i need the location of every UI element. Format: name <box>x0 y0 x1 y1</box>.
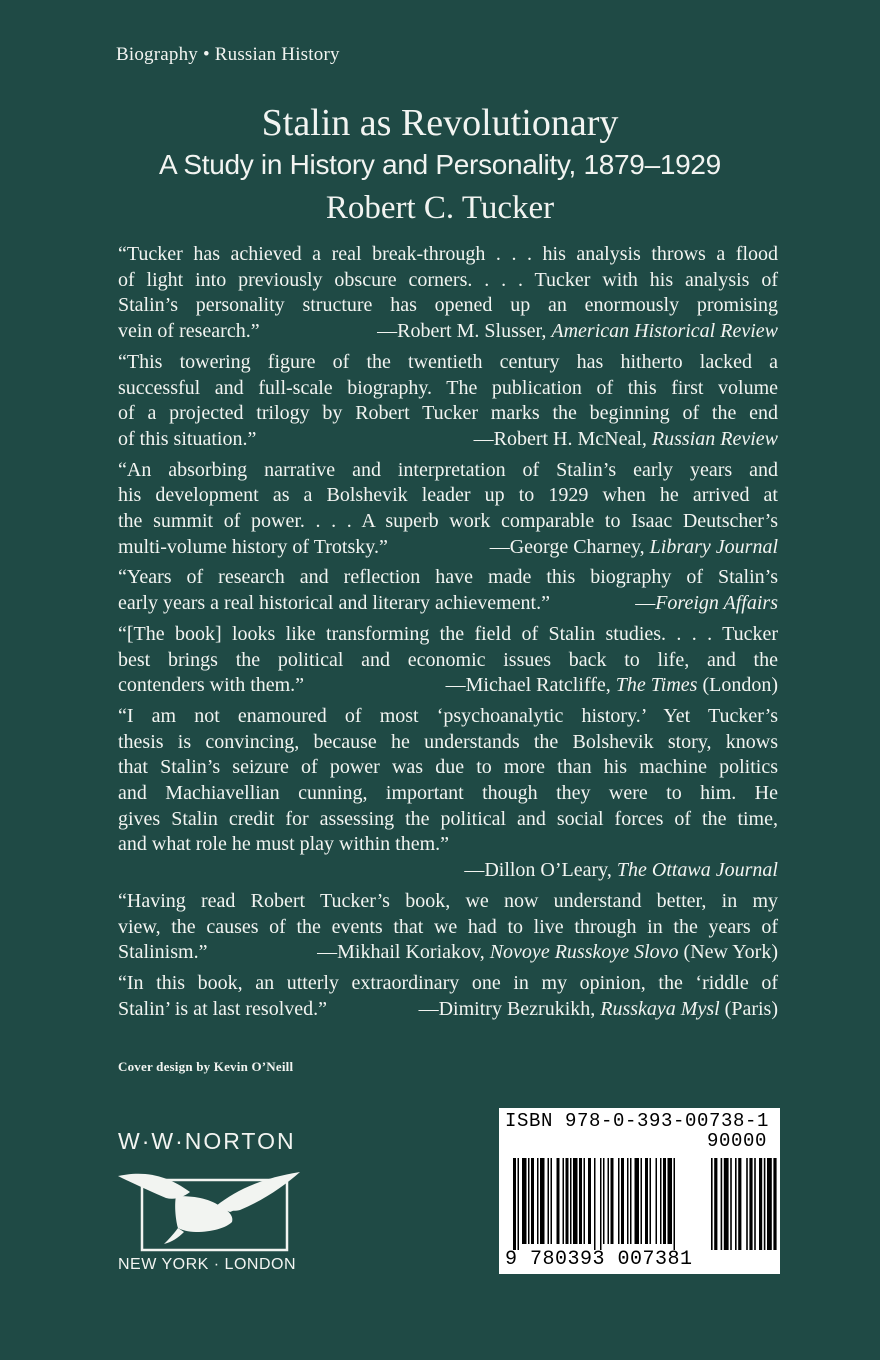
quote-last-line <box>118 535 778 561</box>
quote-attribution <box>635 591 778 617</box>
barcode-bar <box>608 1158 610 1244</box>
barcode-bar <box>548 1158 550 1244</box>
attribution-source: Novoye Russkoye Slovo <box>489 941 679 964</box>
barcode-bar <box>584 1158 586 1244</box>
category-label: Biography • Russian History <box>116 44 340 65</box>
quote-line: Stalinism.” <box>118 941 208 964</box>
quote-line: view, the causes of the events that we had to live through in the years of <box>118 915 778 938</box>
barcode-bar <box>773 1158 776 1250</box>
quote-line: vein of research.” <box>118 320 260 343</box>
attribution-author: —Robert H. McNeal, <box>473 427 652 450</box>
quote-attribution <box>419 997 778 1023</box>
attribution-source: Library Journal <box>649 535 778 558</box>
book-subtitle: A Study in History and Personality, 1879–1929 <box>159 149 721 180</box>
book-title: Stalin as Revolutionary <box>261 102 619 144</box>
barcode-bar <box>594 1158 596 1250</box>
attribution-source: American Historical Review <box>551 320 778 343</box>
quote-line: “In this book, an utterly extraordinary one in my opinion, the ‘riddle of <box>118 971 778 994</box>
publisher-name: W·W·NORTON <box>118 1128 296 1154</box>
quote-attribution <box>464 859 778 881</box>
quote-last-line <box>118 591 778 617</box>
attribution-source: Foreign Affairs <box>655 592 778 615</box>
attribution-source: The Times <box>615 674 698 697</box>
quote-line: “This towering figure of the twentieth century has hitherto lacked a <box>118 350 778 373</box>
quote-line: and Machiavellian cunning, important though they were to him. He <box>118 782 778 805</box>
barcode-bar <box>522 1158 527 1244</box>
quote-line: the summit of power. . . . A superb work comparable to Isaac Deutscher’s <box>118 510 778 533</box>
attribution-author: — <box>635 592 656 615</box>
quote-line: best brings the political and economic issues back to life, and the <box>118 648 778 671</box>
quote-line: contenders with them.” <box>118 674 305 697</box>
barcode-bar <box>721 1158 723 1250</box>
quote-last-line <box>118 832 778 858</box>
barcode-bar <box>754 1158 756 1250</box>
quote-line: Stalin’s personality structure has opened up an enormously promising <box>118 294 778 317</box>
cover-credit: Cover design by Kevin O’Neill <box>118 1059 294 1074</box>
barcode-bar <box>746 1158 748 1250</box>
attribution-author: —Mikhail Koriakov, <box>317 941 490 964</box>
quote-line: multi-volume history of Trotsky.” <box>118 535 388 558</box>
barcode-bar <box>630 1158 632 1244</box>
quote-attribution <box>317 940 778 966</box>
review-quote <box>118 889 778 966</box>
barcode-bar <box>635 1158 640 1244</box>
quote-line: and what role he must play within them.” <box>118 833 450 856</box>
quote-line: “[The book] looks like transforming the field of Stalin studies. . . . Tucker <box>118 622 778 645</box>
quote-line: of a projected trilogy by Robert Tucker marks the beginning of the end <box>118 402 778 425</box>
attribution-suffix: (London) <box>697 674 778 697</box>
attribution-suffix: (Paris) <box>719 997 778 1020</box>
review-quote <box>118 242 778 345</box>
publisher-cities: NEW YORK · LONDON <box>118 1256 296 1273</box>
barcode-bar <box>531 1158 534 1244</box>
quote-line: that Stalin’s seizure of power was due to more than his machine politics <box>118 756 778 779</box>
barcode-bar <box>611 1158 614 1244</box>
barcode-bar <box>528 1158 530 1244</box>
quote-last-line <box>118 319 778 345</box>
barcode-bar <box>730 1158 732 1250</box>
seagull-logo-icon <box>116 1166 302 1254</box>
barcode-bar <box>724 1158 729 1250</box>
barcode-bar <box>759 1158 762 1250</box>
barcode-bar <box>551 1158 553 1244</box>
barcode-bar <box>557 1158 560 1244</box>
attribution-source: Russkaya Mysl <box>600 997 720 1020</box>
barcode-bar <box>518 1158 520 1250</box>
barcode-bar <box>566 1158 569 1244</box>
barcode-bar <box>660 1158 662 1244</box>
quote-line: “Tucker has achieved a real break-through . . . his analysis throws a flood <box>118 243 778 265</box>
quote-line: of light into previously obscure corners. . . . Tucker with his analysis of <box>118 268 778 291</box>
attribution-suffix: (New York) <box>678 941 778 964</box>
quote-attribution <box>474 427 778 453</box>
barcode-bar <box>641 1158 643 1244</box>
attribution-source: The Ottawa Journal <box>616 859 778 882</box>
barcode-bar <box>621 1158 624 1244</box>
barcode-bar <box>650 1158 652 1244</box>
barcode-bar <box>563 1158 565 1244</box>
attribution-author: —Dillon O’Leary, <box>464 859 617 882</box>
barcode-bar <box>570 1158 572 1244</box>
barcode-bar <box>645 1158 648 1244</box>
review-quote <box>118 350 778 453</box>
attribution-author: —Robert M. Slusser, <box>377 320 552 343</box>
price-addon: 90000 <box>707 1130 768 1152</box>
quote-line: “An absorbing narrative and interpretation of Stalin’s early years and <box>118 458 778 481</box>
isbn-barcode <box>499 1108 780 1274</box>
review-quote <box>118 565 778 616</box>
barcode-bar <box>767 1158 772 1250</box>
quote-last-line <box>118 940 778 966</box>
quote-last-line <box>118 427 778 453</box>
isbn-number: ISBN 978-0-393-00738-1 <box>505 1110 770 1132</box>
barcode-bar <box>600 1158 602 1250</box>
barcode-bar <box>711 1158 713 1250</box>
barcode-bar <box>513 1158 516 1250</box>
quote-attribution <box>446 673 778 699</box>
barcode-bar <box>668 1158 673 1244</box>
quote-line: of this situation.” <box>118 427 257 450</box>
review-quote <box>118 622 778 699</box>
barcode-bar <box>579 1158 582 1244</box>
review-quote <box>118 458 778 561</box>
quote-last-line <box>118 673 778 699</box>
barcode-bar <box>573 1158 578 1244</box>
barcode-bar <box>663 1158 666 1244</box>
barcode-bar <box>735 1158 737 1250</box>
quote-line: “Years of research and reflection have made this biography of Stalin’s <box>118 566 778 589</box>
review-quote <box>118 971 778 1022</box>
quote-line: “Having read Robert Tucker’s book, we now understand better, in my <box>118 889 778 912</box>
quote-attribution <box>377 319 778 345</box>
quote-line: early years a real historical and literary achievement.” <box>118 592 550 615</box>
barcode-bar <box>627 1158 629 1244</box>
quote-line: Stalin’ is at last resolved.” <box>118 997 328 1020</box>
quote-attribution <box>490 535 778 561</box>
book-author: Robert C. Tucker <box>325 190 555 226</box>
attribution-author: —George Charney, <box>489 535 650 558</box>
quote-last-line <box>118 997 778 1023</box>
barcode-bar <box>738 1158 741 1250</box>
attribution-author: —Dimitry Bezrukikh, <box>418 997 601 1020</box>
barcode-bar <box>764 1158 766 1250</box>
barcode-bar <box>618 1158 620 1244</box>
barcode-bar <box>537 1158 539 1244</box>
attribution-author: —Michael Ratcliffe, <box>445 674 616 697</box>
barcode-digits: 9 780393 007381 <box>505 1248 693 1271</box>
quote-line: his development as a Bolshevik leader up to 1929 when he arrived at <box>118 484 778 507</box>
quote-line: “I am not enamoured of most ‘psychoanalytic history.’ Yet Tucker’s <box>118 704 778 727</box>
quote-line: gives Stalin credit for assessing the political and social forces of the time, <box>118 807 778 830</box>
attribution-source: Russian Review <box>651 427 778 450</box>
quote-line: thesis is convincing, because he understands the Bolshevik story, knows <box>118 730 778 753</box>
review-quote <box>118 704 778 884</box>
quote-attribution-line <box>118 858 778 884</box>
barcode-bar <box>674 1158 676 1250</box>
barcode-bar <box>603 1158 605 1244</box>
barcode-bar <box>714 1158 717 1250</box>
barcode-bar <box>588 1158 591 1244</box>
quote-line: successful and full-scale biography. The publication of this first volume <box>118 376 778 399</box>
barcode-bar <box>540 1158 545 1244</box>
barcode-bar <box>656 1158 658 1244</box>
barcode-bar <box>749 1158 752 1250</box>
review-quotes <box>118 242 778 1027</box>
